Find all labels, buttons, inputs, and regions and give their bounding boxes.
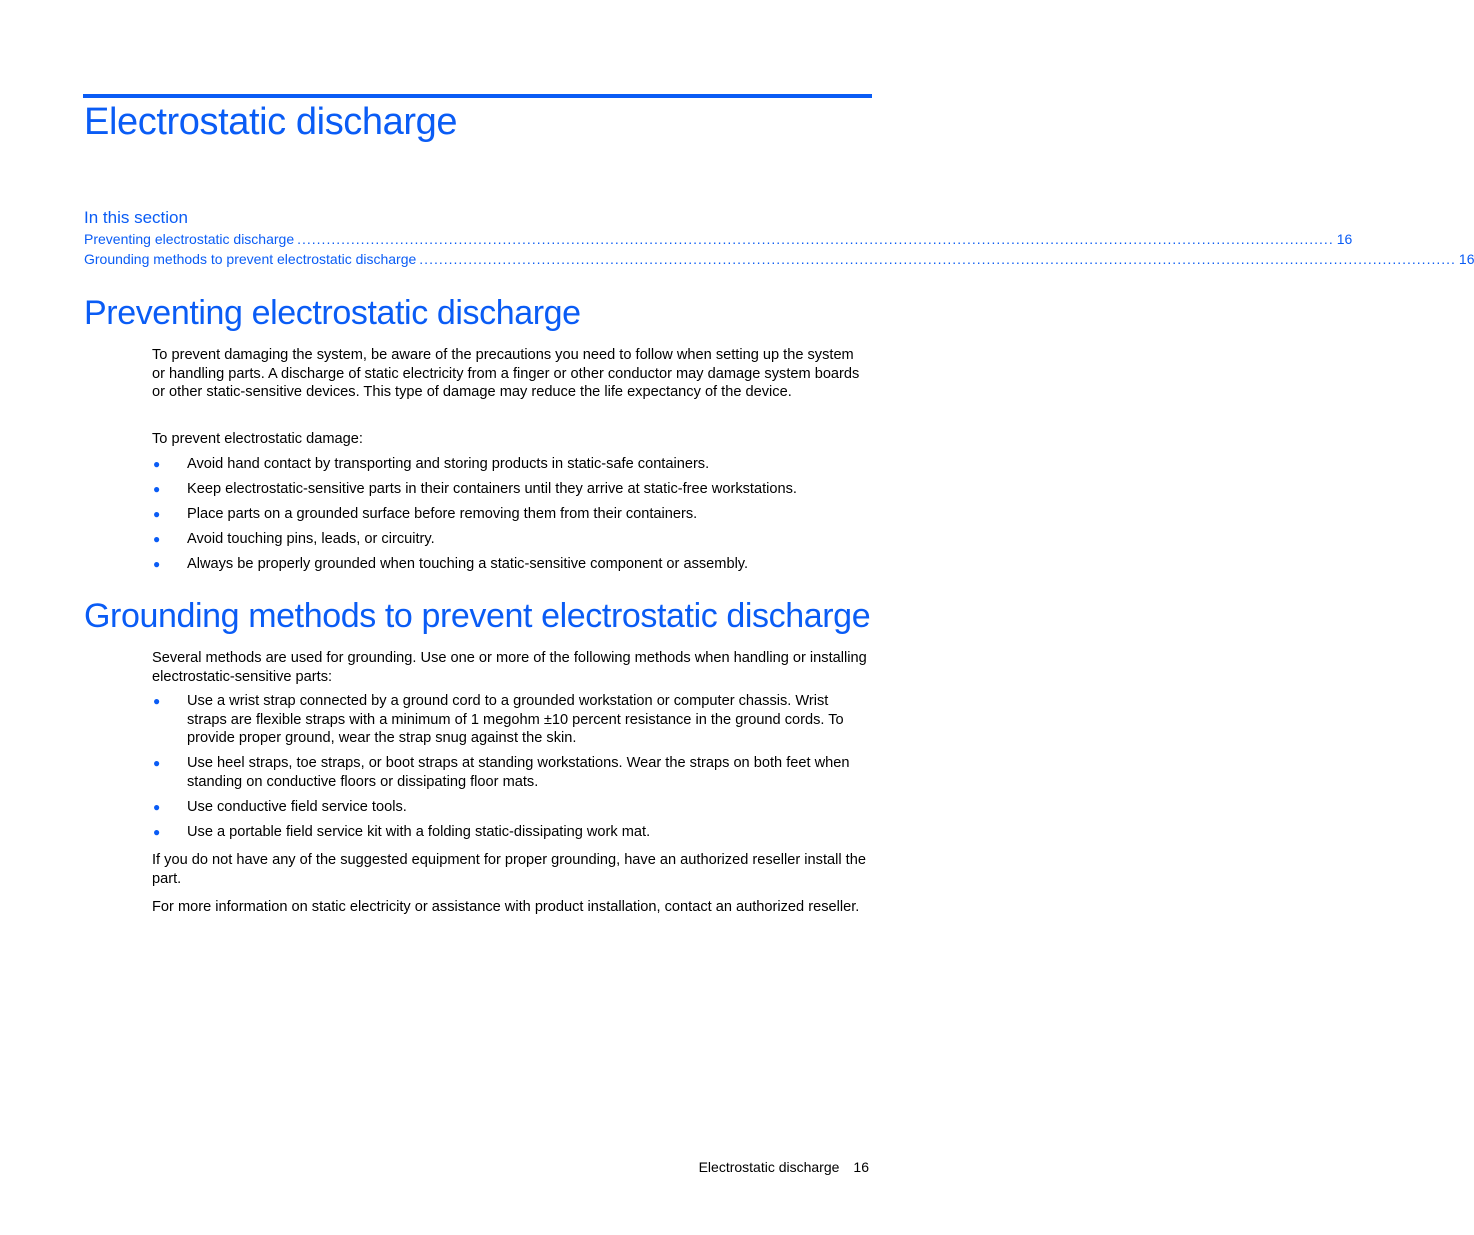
list-item-text: Avoid touching pins, leads, or circuitry. xyxy=(187,531,435,548)
closing-paragraph: For more information on static electricity or assistance with product installation, contact an authorized reseller. xyxy=(152,899,860,915)
chapter-title: Electrostatic discharge xyxy=(84,101,458,143)
bullet-list-preventing xyxy=(152,455,868,580)
page-footer xyxy=(699,1159,869,1175)
list-item-text: Always be properly grounded when touching a static-sensitive component or assembly. xyxy=(187,556,749,573)
list-item xyxy=(152,692,868,748)
list-item xyxy=(152,455,868,474)
section-lead: To prevent electrostatic damage: xyxy=(152,431,363,447)
list-item-text: Use a wrist strap connected by a ground cord to a grounded workstation or computer chassis. Wrist straps are flexible straps with a minimum of 1 megohm ±10 percent resistance in the ground cords. To provide proper ground, wear the strap snug against the skin. xyxy=(187,693,844,747)
list-item xyxy=(152,754,868,791)
bullet-icon: ● xyxy=(153,799,161,814)
bullet-icon: ● xyxy=(153,557,161,572)
bullet-list-grounding xyxy=(152,692,868,848)
bullet-icon: ● xyxy=(153,694,161,708)
toc-entry-page: 16 xyxy=(1336,231,1353,247)
list-item-text: Use a portable field service kit with a folding static-dissipating work mat. xyxy=(187,824,651,841)
list-item xyxy=(152,555,868,574)
list-item xyxy=(152,505,868,524)
chapter-rule xyxy=(83,94,872,98)
toc-entry-page: 16 xyxy=(1458,251,1474,267)
list-item-text: Avoid hand contact by transporting and storing products in static-safe containers. xyxy=(187,456,710,472)
bullet-icon: ● xyxy=(153,507,161,522)
list-item-text: Use conductive field service tools. xyxy=(187,798,407,815)
toc-entry-preventing[interactable] xyxy=(84,231,1353,249)
section-title-preventing: Preventing electrostatic discharge xyxy=(84,294,581,332)
list-item xyxy=(152,823,868,842)
list-item xyxy=(152,480,868,499)
list-item xyxy=(152,530,868,549)
page-number: 16 xyxy=(853,1159,869,1175)
bullet-icon: ● xyxy=(153,532,161,547)
closing-paragraph: If you do not have any of the suggested equipment for proper grounding, have an authorized reseller install the part. xyxy=(152,852,866,887)
toc-leader-dots: .................................................................................................................................................................................................................... xyxy=(297,231,1334,247)
toc-heading: In this section xyxy=(84,208,188,227)
list-item-text: Keep electrostatic-sensitive parts in their containers until they arrive at static-free workstations. xyxy=(187,481,797,498)
footer-label: Electrostatic discharge xyxy=(698,1159,840,1175)
toc-entry-grounding[interactable] xyxy=(84,251,1474,269)
bullet-icon: ● xyxy=(153,825,161,840)
section-title-grounding: Grounding methods to prevent electrostatic discharge xyxy=(84,597,871,635)
toc-entry-title: Grounding methods to prevent electrostatic discharge xyxy=(84,251,417,267)
bullet-icon: ● xyxy=(153,756,161,771)
bullet-icon: ● xyxy=(153,457,161,471)
toc-leader-dots: .................................................................................................................................................................................................................... xyxy=(419,251,1456,267)
section-intro: Several methods are used for grounding. Use one or more of the following methods when handling or installing electrostatic-sensitive parts: xyxy=(152,650,867,685)
section-intro: To prevent damaging the system, be aware of the precautions you need to follow when setting up the system or handling parts. A discharge of static electricity from a finger or other conductor may damage system boards or other static-sensitive devices. This type of damage may reduce the life expectancy of the device. xyxy=(152,347,860,401)
bullet-icon: ● xyxy=(153,482,161,497)
toc-entry-title: Preventing electrostatic discharge xyxy=(84,231,295,247)
list-item-text: Use heel straps, toe straps, or boot straps at standing workstations. Wear the straps on both feet when standing on conductive floors or dissipating floor mats. xyxy=(187,755,850,790)
list-item xyxy=(152,798,868,817)
list-item-text: Place parts on a grounded surface before removing them from their containers. xyxy=(187,506,698,523)
